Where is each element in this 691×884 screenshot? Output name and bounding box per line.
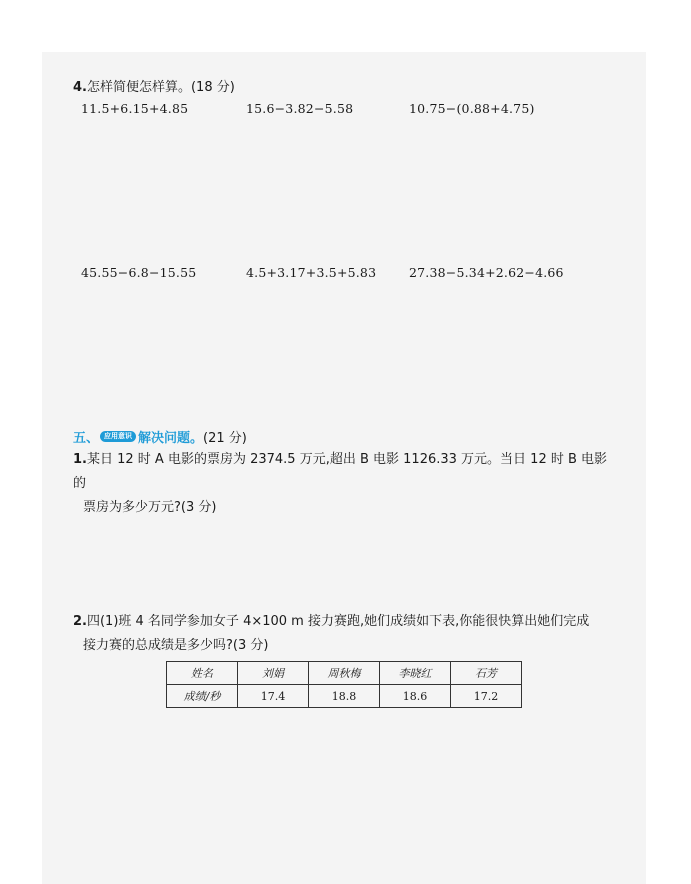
problem-1-line-1: 某日 12 时 A 电影的票房为 2374.5 万元,超出 B 电影 1126.33 万元。当日 12 时 B 电影的 bbox=[73, 452, 608, 491]
problem-2-line-1: 四(1)班 4 名同学参加女子 4×100 m 接力赛跑,她们成绩如下表,你能很快算出她们完成 bbox=[86, 614, 590, 629]
question-4-title bbox=[73, 76, 235, 95]
table-header-cell: 姓名 bbox=[167, 662, 238, 685]
expression-4: 45.55−6.8−15.55 bbox=[81, 265, 197, 280]
expression-2: 15.6−3.82−5.58 bbox=[246, 101, 354, 116]
expression-5: 4.5+3.17+3.5+5.83 bbox=[246, 265, 377, 280]
table-header-cell: 石芳 bbox=[451, 662, 522, 685]
question-4-text: 怎样简便怎样算。(18 分) bbox=[86, 80, 235, 95]
table-header-row bbox=[167, 662, 522, 685]
section-5-number: 五、 bbox=[73, 431, 100, 446]
table-cell: 17.4 bbox=[238, 685, 309, 708]
problem-1-line-2: 票房为多少万元?(3 分) bbox=[83, 500, 217, 515]
expression-1: 11.5+6.15+4.85 bbox=[81, 101, 189, 116]
table-header-cell: 周秋梅 bbox=[309, 662, 380, 685]
problem-2-line-2: 接力赛的总成绩是多少吗?(3 分) bbox=[83, 638, 269, 653]
problem-2 bbox=[73, 610, 618, 658]
table-row bbox=[167, 685, 522, 708]
section-5-badge: 应用意识 bbox=[100, 431, 136, 442]
problem-1 bbox=[73, 448, 618, 520]
table-cell: 18.8 bbox=[309, 685, 380, 708]
table-cell: 17.2 bbox=[451, 685, 522, 708]
table-cell: 18.6 bbox=[380, 685, 451, 708]
problem-2-number: 2. bbox=[73, 614, 87, 629]
question-4-number: 4. bbox=[73, 80, 87, 95]
problem-1-number: 1. bbox=[73, 452, 87, 467]
expression-6: 27.38−5.34+2.62−4.66 bbox=[409, 265, 564, 280]
scores-table bbox=[166, 661, 522, 708]
section-5-title: 解决问题。 bbox=[138, 431, 204, 446]
expression-3: 10.75−(0.88+4.75) bbox=[409, 101, 535, 116]
table-header-cell: 刘娟 bbox=[238, 662, 309, 685]
table-header-cell: 李晓红 bbox=[380, 662, 451, 685]
section-5-heading bbox=[73, 427, 247, 446]
table-cell: 成绩/秒 bbox=[167, 685, 238, 708]
section-5-score: (21 分) bbox=[203, 431, 247, 446]
